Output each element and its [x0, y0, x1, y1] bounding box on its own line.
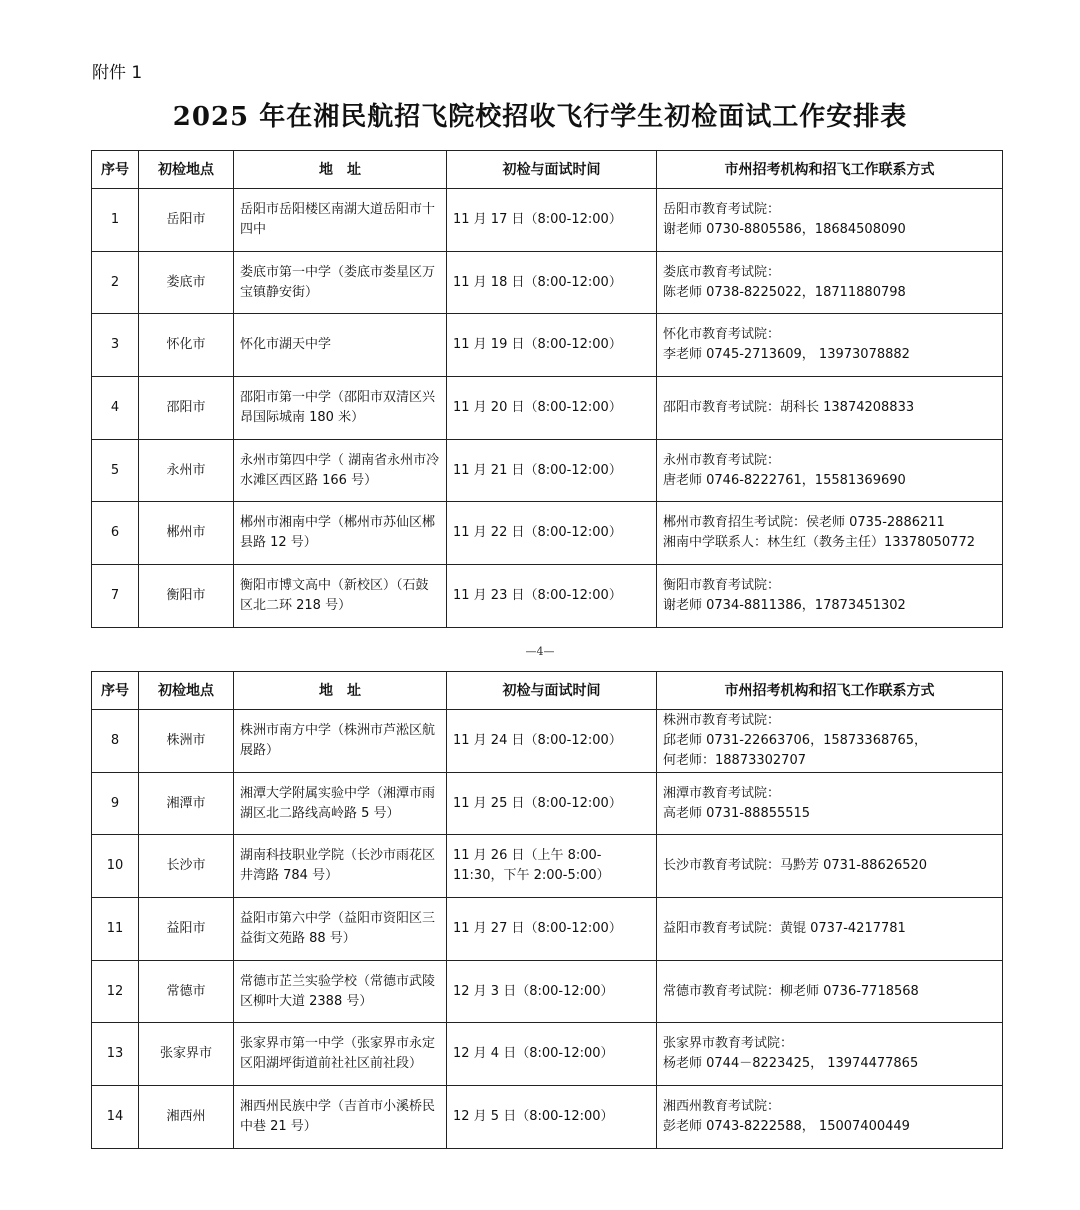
cell-contact [657, 314, 1003, 377]
cell-city: 常德市 [139, 960, 234, 1023]
cell-address: 永州市第四中学（ 湖南省永州市冷水滩区西区路 166 号） [234, 439, 447, 502]
col-header-address: 地 址 [234, 151, 447, 189]
cell-city: 岳阳市 [139, 189, 234, 252]
contact-line: 唐老师 0746-8222761，15581369690 [663, 472, 906, 488]
col-header-contact: 市州招考机构和招飞工作联系方式 [657, 151, 1003, 189]
cell-city: 湘西州 [139, 1086, 234, 1149]
table-row [92, 898, 1003, 961]
schedule-table-page2 [91, 671, 1003, 1149]
table-row [92, 314, 1003, 377]
table-row [92, 772, 1003, 835]
col-header-address: 地 址 [234, 672, 447, 710]
cell-city: 永州市 [139, 439, 234, 502]
cell-address: 张家界市第一中学（张家界市永定区阳湖坪街道前社社区前社段） [234, 1023, 447, 1086]
cell-time: 11 月 26 日（上午 8:00-11:30，下午 2:00-5:00） [447, 835, 657, 898]
cell-contact [657, 960, 1003, 1023]
col-header-time: 初检与面试时间 [447, 672, 657, 710]
cell-address: 岳阳市岳阳楼区南湖大道岳阳市十四中 [234, 189, 447, 252]
cell-no: 8 [92, 710, 139, 773]
cell-no: 13 [92, 1023, 139, 1086]
contact-line: 何老师：18873302707 [663, 752, 806, 768]
col-header-no: 序号 [92, 151, 139, 189]
cell-address: 怀化市湖天中学 [234, 314, 447, 377]
cell-city: 郴州市 [139, 502, 234, 565]
contact-line: 娄底市教育考试院： [663, 264, 781, 280]
col-header-city: 初检地点 [139, 151, 234, 189]
cell-contact [657, 565, 1003, 628]
cell-address: 湖南科技职业学院（长沙市雨花区井湾路 784 号） [234, 835, 447, 898]
contact-line: 湘西州教育考试院： [663, 1098, 781, 1114]
cell-time: 12 月 3 日（8:00-12:00） [447, 960, 657, 1023]
cell-no: 9 [92, 772, 139, 835]
table-row [92, 1023, 1003, 1086]
contact-line: 岳阳市教育考试院： [663, 201, 781, 217]
attachment-label: 附件 1 [92, 63, 143, 83]
cell-time: 11 月 27 日（8:00-12:00） [447, 898, 657, 961]
contact-line: 陈老师 0738-8225022，18711880798 [663, 284, 906, 300]
cell-address: 邵阳市第一中学（邵阳市双清区兴昂国际城南 180 米） [234, 377, 447, 440]
table-row [92, 377, 1003, 440]
cell-contact [657, 898, 1003, 961]
cell-time: 11 月 23 日（8:00-12:00） [447, 565, 657, 628]
table-row [92, 1086, 1003, 1149]
cell-city: 株洲市 [139, 710, 234, 773]
contact-line: 彭老师 0743-8222588， 15007400449 [663, 1118, 910, 1134]
contact-line: 衡阳市教育考试院： [663, 577, 781, 593]
contact-line: 高老师 0731-88855515 [663, 805, 811, 821]
cell-contact [657, 772, 1003, 835]
col-header-time: 初检与面试时间 [447, 151, 657, 189]
contact-line: 邱老师 0731-22663706，15873368765， [663, 732, 928, 748]
contact-line: 长沙市教育考试院：马黔芳 0731-88626520 [663, 858, 928, 874]
cell-time: 12 月 5 日（8:00-12:00） [447, 1086, 657, 1149]
cell-no: 14 [92, 1086, 139, 1149]
contact-line: 谢老师 0734-8811386，17873451302 [663, 597, 906, 613]
col-header-city: 初检地点 [139, 672, 234, 710]
contact-line: 湘南中学联系人：林生红（教务主任）13378050772 [663, 535, 975, 551]
cell-time: 11 月 20 日（8:00-12:00） [447, 377, 657, 440]
page-number: —4— [525, 645, 555, 658]
cell-no: 10 [92, 835, 139, 898]
contact-line: 株洲市教育考试院： [663, 712, 781, 728]
cell-time: 11 月 21 日（8:00-12:00） [447, 439, 657, 502]
table-row [92, 710, 1003, 773]
cell-time: 11 月 24 日（8:00-12:00） [447, 710, 657, 773]
cell-time: 11 月 19 日（8:00-12:00） [447, 314, 657, 377]
cell-no: 6 [92, 502, 139, 565]
col-header-contact: 市州招考机构和招飞工作联系方式 [657, 672, 1003, 710]
contact-line: 怀化市教育考试院： [663, 327, 781, 343]
schedule-table-page1 [91, 150, 1003, 628]
contact-line: 永州市教育考试院： [663, 452, 781, 468]
cell-no: 7 [92, 565, 139, 628]
cell-address: 湘西州民族中学（吉首市小溪桥民中巷 21 号） [234, 1086, 447, 1149]
col-header-no: 序号 [92, 672, 139, 710]
contact-line: 常德市教育考试院：柳老师 0736-7718568 [663, 983, 919, 999]
table-row [92, 565, 1003, 628]
cell-no: 12 [92, 960, 139, 1023]
cell-no: 11 [92, 898, 139, 961]
cell-time: 11 月 18 日（8:00-12:00） [447, 251, 657, 314]
cell-no: 2 [92, 251, 139, 314]
document-title: 2025 年在湘民航招飞院校招收飞行学生初检面试工作安排表 [172, 102, 908, 132]
cell-contact [657, 1086, 1003, 1149]
cell-city: 怀化市 [139, 314, 234, 377]
cell-no: 5 [92, 439, 139, 502]
cell-address: 益阳市第六中学（益阳市资阳区三益街文苑路 88 号） [234, 898, 447, 961]
table-row [92, 502, 1003, 565]
cell-no: 1 [92, 189, 139, 252]
table-row [92, 189, 1003, 252]
table-row [92, 251, 1003, 314]
cell-time: 12 月 4 日（8:00-12:00） [447, 1023, 657, 1086]
table-row [92, 835, 1003, 898]
cell-time: 11 月 25 日（8:00-12:00） [447, 772, 657, 835]
contact-line: 邵阳市教育考试院：胡科长 13874208833 [663, 399, 915, 415]
cell-time: 11 月 22 日（8:00-12:00） [447, 502, 657, 565]
cell-address: 株洲市南方中学（株洲市芦淞区航展路） [234, 710, 447, 773]
contact-line: 益阳市教育考试院：黄锟 0737-4217781 [663, 920, 906, 936]
cell-contact [657, 251, 1003, 314]
cell-contact [657, 835, 1003, 898]
cell-city: 长沙市 [139, 835, 234, 898]
cell-no: 4 [92, 377, 139, 440]
cell-address: 娄底市第一中学（娄底市娄星区万宝镇静安街） [234, 251, 447, 314]
cell-contact [657, 189, 1003, 252]
cell-contact [657, 502, 1003, 565]
table-header-row [92, 151, 1003, 189]
cell-address: 衡阳市博文高中（新校区）（石鼓区北二环 218 号） [234, 565, 447, 628]
contact-line: 杨老师 0744－8223425， 13974477865 [663, 1056, 919, 1072]
cell-address: 湘潭大学附属实验中学（湘潭市雨湖区北二路线高岭路 5 号） [234, 772, 447, 835]
cell-city: 益阳市 [139, 898, 234, 961]
cell-contact [657, 1023, 1003, 1086]
table-row [92, 439, 1003, 502]
cell-no: 3 [92, 314, 139, 377]
cell-city: 湘潭市 [139, 772, 234, 835]
contact-line: 李老师 0745-2713609， 13973078882 [663, 347, 910, 363]
contact-line: 湘潭市教育考试院： [663, 785, 781, 801]
cell-contact [657, 439, 1003, 502]
cell-city: 张家界市 [139, 1023, 234, 1086]
contact-line: 谢老师 0730-8805586，18684508090 [663, 221, 906, 237]
contact-line: 郴州市教育招生考试院：侯老师 0735-2886211 [663, 515, 945, 531]
cell-city: 娄底市 [139, 251, 234, 314]
cell-address: 郴州市湘南中学（郴州市苏仙区郴县路 12 号） [234, 502, 447, 565]
cell-city: 衡阳市 [139, 565, 234, 628]
cell-contact [657, 710, 1003, 773]
cell-contact [657, 377, 1003, 440]
cell-address: 常德市芷兰实验学校（常德市武陵区柳叶大道 2388 号） [234, 960, 447, 1023]
table-header-row [92, 672, 1003, 710]
contact-line: 张家界市教育考试院： [663, 1036, 794, 1052]
table-row [92, 960, 1003, 1023]
cell-city: 邵阳市 [139, 377, 234, 440]
cell-time: 11 月 17 日（8:00-12:00） [447, 189, 657, 252]
